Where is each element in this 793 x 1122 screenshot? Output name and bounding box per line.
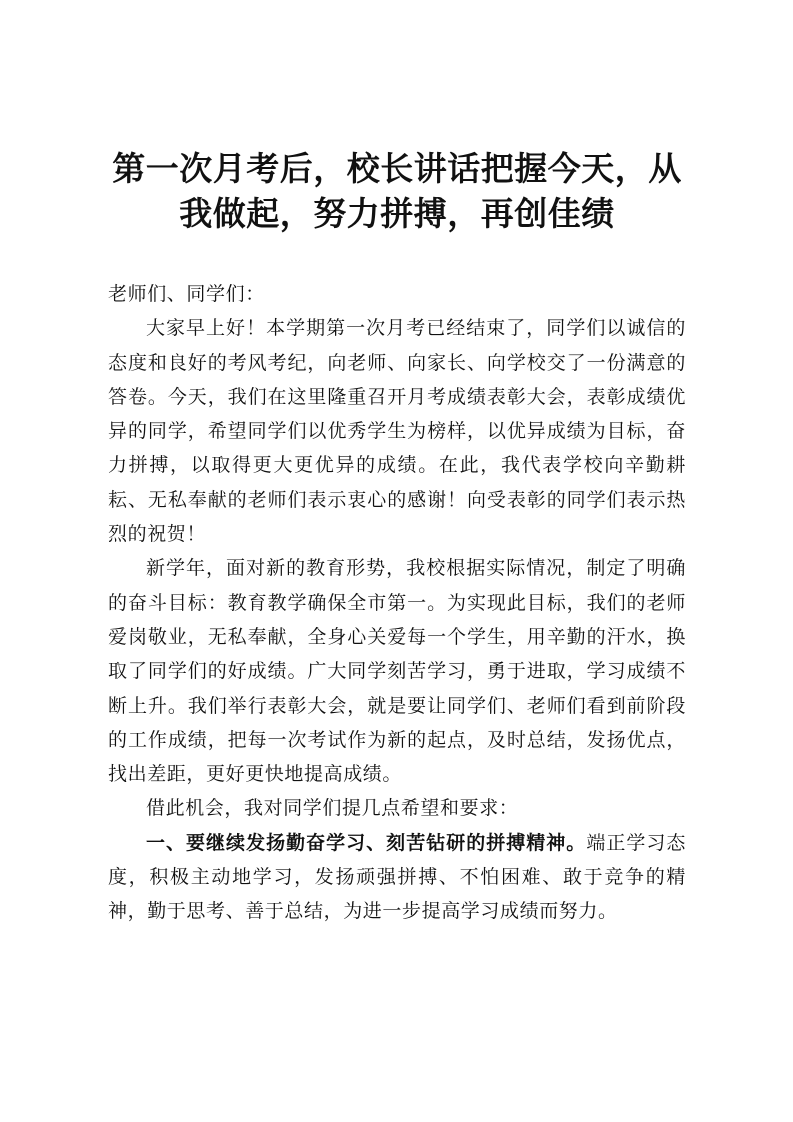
paragraph-goals: 新学年，面对新的教育形势，我校根据实际情况，制定了明确的奋斗目标：教育教学确保全市第一。为实现此目标，我们的老师爱岗敬业，无私奉献，全身心关爱每一个学生，用辛勤的汗水，换取了同学们的好成绩。广大同学刻苦学习，勇于进取，学习成绩不断上升。我们举行表彰大会，就是要让同学们、老师们看到前阶段的工作成绩，把每一次考试作为新的起点，及时总结，发扬优点，找出差距，更好更快地提高成绩。 <box>108 557 686 786</box>
paragraph-greeting: 大家早上好！本学期第一次月考已经结束了，同学们以诚信的态度和良好的考风考纪，向老师、向家长、向学校交了一份满意的答卷。今天，我们在这里隆重召开月考成绩表彰大会，表彰成绩优异的同学，希望同学们以优秀学生为榜样，以优异成绩为目标，奋力拼搏，以取得更大更优异的成绩。在此，我代表学校向辛勤耕耘、无私奉献的老师们表示衷心的感谢！向受表彰的同学们表示热烈的祝贺！ <box>108 317 686 546</box>
document-body <box>108 277 686 929</box>
point-one-heading: 一、要继续发扬勤奋学习、刻苦钻研的拼搏精神。 <box>146 831 587 854</box>
document-title: 第一次月考后，校长讲话把握今天，从我做起，努力拼搏，再创佳绩 <box>112 149 682 233</box>
paragraph-requirements-intro: 借此机会，我对同学们提几点希望和要求： <box>146 797 519 820</box>
point-one-text: 端正学习态度，积极主动地学习，发扬顽强拼搏、不怕困难、敢于竞争的精神，勤于思考、善于总结，为进一步提高学习成绩而努力。 <box>108 831 686 923</box>
paragraph-point-one <box>108 826 686 929</box>
salutation: 老师们、同学们： <box>108 283 265 305</box>
